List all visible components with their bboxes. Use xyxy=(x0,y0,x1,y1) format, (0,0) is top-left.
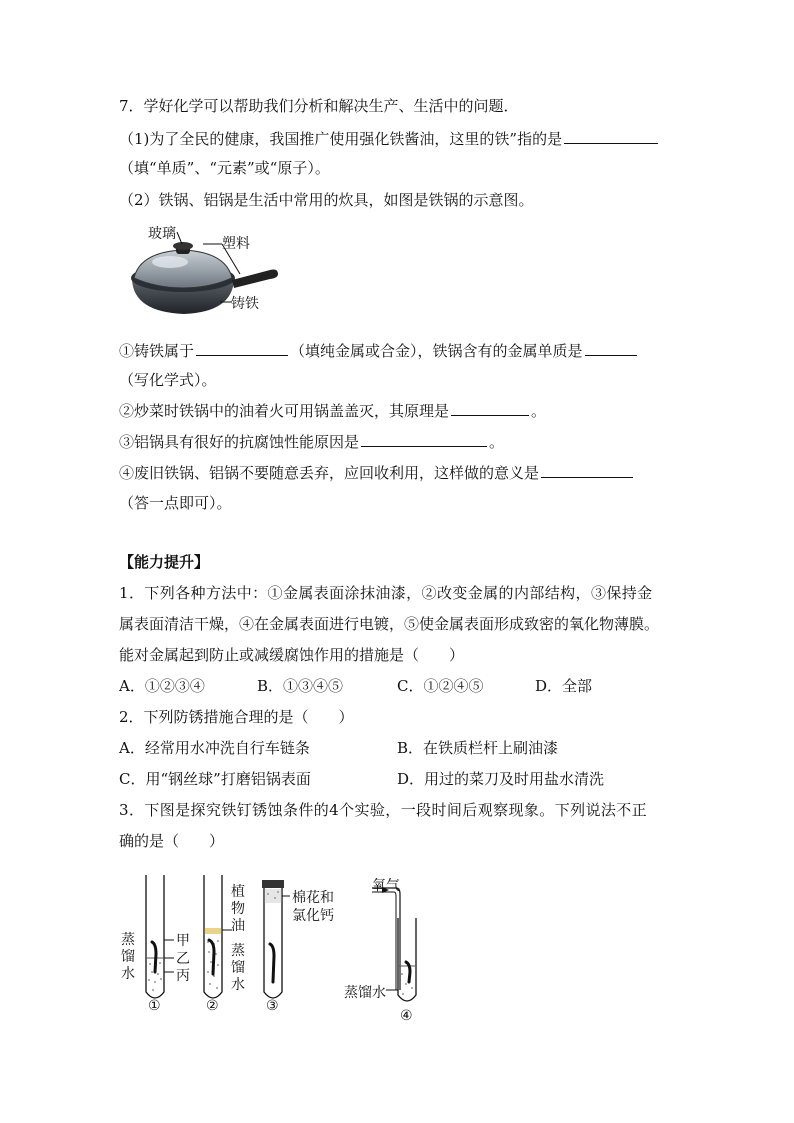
label-tube-4: ④ xyxy=(400,1008,413,1024)
p2-option-d[interactable]: D．用过的菜刀及时用盐水清洗 xyxy=(397,770,605,788)
answer-blank[interactable] xyxy=(361,431,487,447)
p2-stem: 2．下列防锈措施合理的是（ ） xyxy=(119,708,354,726)
q7-s1-text-b: （填纯金属或合金），铁锅含有的金属单质是 xyxy=(290,342,583,360)
p1-option-b[interactable]: B．①③④⑤ xyxy=(257,677,344,695)
answer-blank[interactable] xyxy=(541,462,633,478)
section-title: 【能力提升】 xyxy=(119,553,210,571)
wok-figure xyxy=(120,222,300,322)
label-tube-2: ② xyxy=(206,998,219,1014)
label-tube-3: ③ xyxy=(266,998,279,1014)
q7-s2 xyxy=(119,400,546,421)
q7-part2: （2）铁锅、铝锅是生活中常用的炊具，如图是铁锅的示意图。 xyxy=(119,191,534,209)
answer-blank[interactable] xyxy=(196,340,288,356)
q7-s1-text-a: ①铸铁属于 xyxy=(119,342,195,360)
label-veg-oil: 植物油 xyxy=(231,884,245,934)
p3-line2: 确的是（ ） xyxy=(119,832,225,850)
p2-option-c[interactable]: C．用“钢丝球”打磨铝锅表面 xyxy=(119,770,311,788)
label-bing: 丙 xyxy=(176,968,190,984)
wok-illustration xyxy=(120,222,300,322)
q7-s3-text: ③铝锅具有很好的抗腐蚀性能原因是 xyxy=(119,433,360,451)
p1-line1: 1．下列各种方法中：①金属表面涂抹油漆，②改变金属的内部结构，③保持金 xyxy=(119,584,653,602)
q7-s4-line2: （答一点即可）。 xyxy=(119,494,232,512)
p1-option-d[interactable]: D．全部 xyxy=(535,677,593,695)
label-oxygen: 氧气 xyxy=(372,878,400,894)
label-yi: 乙 xyxy=(176,951,190,967)
p1-line2: 属表面清洁干燥，④在金属表面进行电镀，⑤使金属表面形成致密的氧化物薄膜。 xyxy=(119,615,660,633)
q7-s2-text: ②炒菜时铁锅中的油着火可用锅盖盖灭，其原理是 xyxy=(119,402,450,420)
q7-s1-line2: （写化学式）。 xyxy=(119,371,217,389)
answer-blank[interactable] xyxy=(585,340,637,356)
label-tube-1: ① xyxy=(148,998,161,1014)
label-distilled-water-3: 蒸馏水 xyxy=(344,985,386,1001)
q7-s2-end: 。 xyxy=(531,402,547,420)
q7-part1-line2: （填“单质”、“元素”或“原子）。 xyxy=(119,159,330,177)
q7-s3 xyxy=(119,431,504,452)
q7-part1-line1 xyxy=(119,128,660,149)
answer-blank[interactable] xyxy=(564,128,658,144)
label-glass: 玻璃 xyxy=(148,226,176,242)
label-plastic: 塑料 xyxy=(222,236,250,252)
q7-s4-line1 xyxy=(119,462,635,483)
p1-option-c[interactable]: C．①②④⑤ xyxy=(397,677,484,695)
label-jia: 甲 xyxy=(176,933,190,949)
label-cast-iron: 铸铁 xyxy=(231,296,259,312)
q7-s1-line1 xyxy=(119,340,639,361)
p2-option-b[interactable]: B．在铁质栏杆上刷油漆 xyxy=(397,739,559,757)
p2-option-a[interactable]: A．经常用水冲洗自行车链条 xyxy=(119,739,310,757)
label-cotton-2: 氯化钙 xyxy=(292,908,334,924)
label-distilled-water-1: 蒸馏水 xyxy=(121,932,135,982)
p1-option-a[interactable]: A．①②③④ xyxy=(119,677,205,695)
label-cotton-1: 棉花和 xyxy=(292,890,334,906)
answer-blank[interactable] xyxy=(451,400,529,416)
q7-s4-text: ④废旧铁锅、铝锅不要随意丢弃，应回收利用，这样做的意义是 xyxy=(119,464,540,482)
label-distilled-water-2: 蒸馏水 xyxy=(231,943,245,993)
q7-s3-end: 。 xyxy=(489,433,505,451)
q7-part1-text: （1)为了全民的健康，我国推广使用强化铁酱油，这里的铁”指的是 xyxy=(119,130,563,148)
p1-line3: 能对金属起到防止或减缓腐蚀作用的措施是（ ） xyxy=(119,646,465,664)
p3-line1: 3．下图是探究铁钉锈蚀条件的4个实验，一段时间后观察现象。下列说法不正 xyxy=(119,801,648,819)
q7-title: 7．学好化学可以帮助我们分析和解决生产、生活中的问题． xyxy=(119,97,519,115)
